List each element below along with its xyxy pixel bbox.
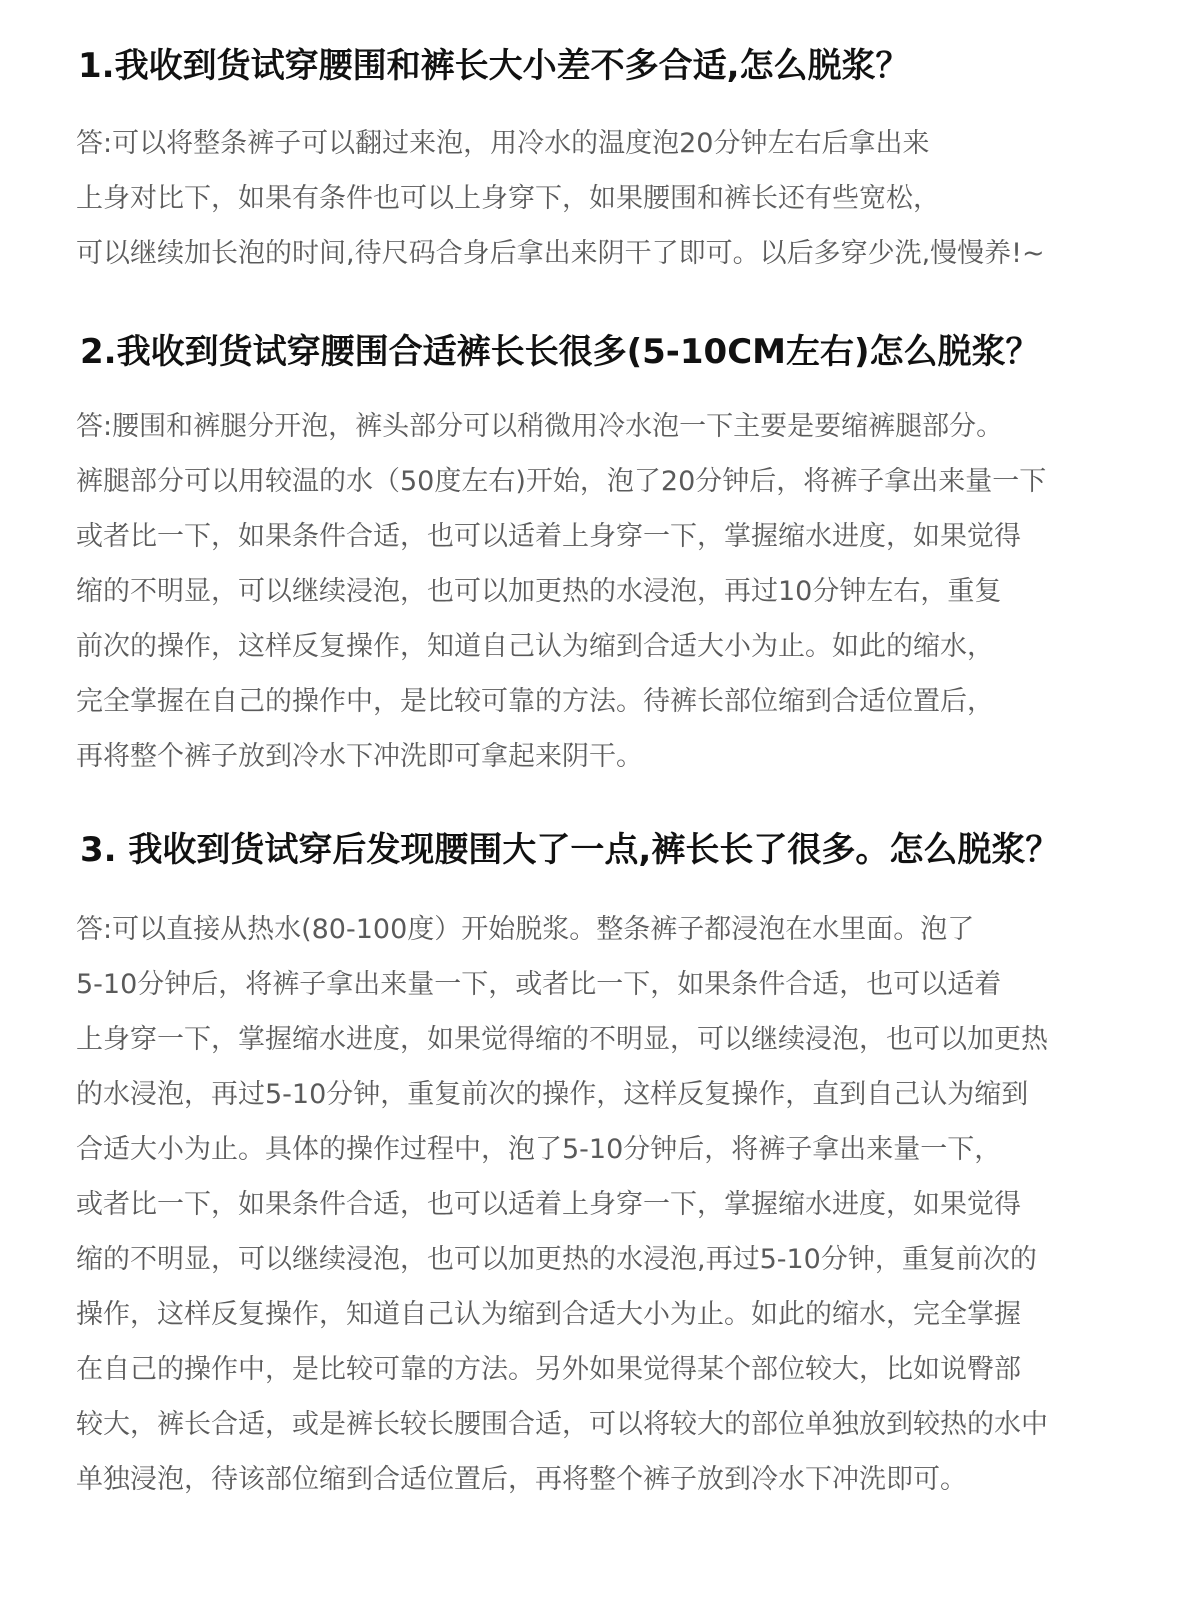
answer-line: 的水浸泡，再过5-10分钟，重复前次的操作，这样反复操作，直到自己认为缩到 <box>76 1079 1029 1110</box>
faq-answer-1 <box>76 116 1156 281</box>
answer-line: 单独浸泡，待该部位缩到合适位置后，再将整个裤子放到冷水下冲洗即可。 <box>76 1464 967 1495</box>
answer-line: 答:腰围和裤腿分开泡，裤头部分可以稍微用冷水泡一下主要是要缩裤腿部分。 <box>76 411 1004 442</box>
answer-line: 或者比一下，如果条件合适，也可以适着上身穿一下，掌握缩水进度，如果觉得 <box>76 521 1021 552</box>
answer-line: 较大，裤长合适，或是裤长较长腰围合适，可以将较大的部位单独放到较热的水中 <box>76 1409 1048 1440</box>
answer-line: 答:可以将整条裤子可以翻过来泡，用冷水的温度泡20分钟左右后拿出来 <box>76 128 930 159</box>
faq-question-3-title: 3. 我收到货试穿后发现腰围大了一点,裤长长了很多。怎么脱浆？ <box>80 830 1060 870</box>
answer-line: 在自己的操作中，是比较可靠的方法。另外如果觉得某个部位较大，比如说臀部 <box>76 1354 1021 1385</box>
answer-line: 前次的操作，这样反复操作，知道自己认为缩到合适大小为止。如此的缩水， <box>76 631 994 662</box>
answer-line: 可以继续加长泡的时间,待尺码合身后拿出来阴干了即可。以后多穿少洗,慢慢养!~ <box>76 238 1045 269</box>
answer-line: 操作，这样反复操作，知道自己认为缩到合适大小为止。如此的缩水，完全掌握 <box>76 1299 1021 1330</box>
faq-answer-2 <box>76 399 1156 784</box>
faq-question-2-title: 2.我收到货试穿腰围合适裤长长很多(5-10CM左右)怎么脱浆？ <box>80 332 1040 372</box>
answer-line: 上身对比下，如果有条件也可以上身穿下，如果腰围和裤长还有些宽松， <box>76 183 940 214</box>
answer-line: 裤腿部分可以用较温的水（50度左右)开始，泡了20分钟后，将裤子拿出来量一下 <box>76 466 1047 497</box>
faq-question-1-title: 1.我收到货试穿腰围和裤长大小差不多合适,怎么脱浆？ <box>78 46 910 86</box>
answer-line: 完全掌握在自己的操作中，是比较可靠的方法。待裤长部位缩到合适位置后， <box>76 686 994 717</box>
answer-line: 再将整个裤子放到冷水下冲洗即可拿起来阴干。 <box>76 741 643 772</box>
answer-line: 上身穿一下，掌握缩水进度，如果觉得缩的不明显，可以继续浸泡，也可以加更热 <box>76 1024 1048 1055</box>
answer-line: 缩的不明显，可以继续浸泡，也可以加更热的水浸泡,再过5-10分钟，重复前次的 <box>76 1244 1037 1275</box>
answer-line: 答:可以直接从热水(80-100度）开始脱浆。整条裤子都浸泡在水里面。泡了 <box>76 914 975 945</box>
faq-answer-3 <box>76 902 1156 1507</box>
answer-line: 缩的不明显，可以继续浸泡，也可以加更热的水浸泡，再过10分钟左右，重复 <box>76 576 1002 607</box>
answer-line: 5-10分钟后，将裤子拿出来量一下，或者比一下，如果条件合适，也可以适着 <box>76 969 1002 1000</box>
answer-line: 或者比一下，如果条件合适，也可以适着上身穿一下，掌握缩水进度，如果觉得 <box>76 1189 1021 1220</box>
answer-line: 合适大小为止。具体的操作过程中，泡了5-10分钟后，将裤子拿出来量一下， <box>76 1134 1002 1165</box>
